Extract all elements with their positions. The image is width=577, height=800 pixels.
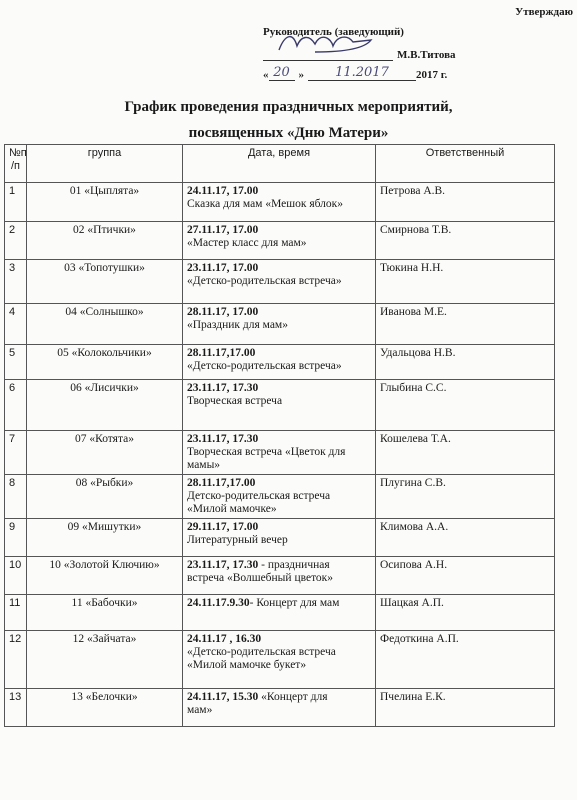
approval-title: Утверждаю (515, 6, 573, 18)
row-responsible: Петрова А.В. (376, 183, 555, 222)
table-row (5, 475, 555, 519)
row-date-value: 23.11.17, 17.30 (187, 382, 259, 394)
row-date (187, 433, 371, 446)
row-date (187, 559, 371, 572)
row-date-value: 28.11.17,17.00 (187, 347, 256, 359)
header-responsible: Ответственный (376, 145, 555, 183)
row-datetime (183, 519, 376, 557)
row-datetime (183, 222, 376, 260)
row-event: Литературный вечер (187, 534, 288, 546)
row-event: Творческая встреча (187, 395, 283, 407)
row-number: 4 (5, 304, 27, 345)
header-group: группа (27, 145, 183, 183)
row-date-suffix: - Концерт для мам (249, 597, 340, 609)
row-date (187, 633, 371, 646)
row-date-value: 27.11.17, 17.00 (187, 224, 259, 236)
row-responsible: Удальцова Н.В. (376, 345, 555, 380)
row-date (187, 382, 371, 395)
table-row (5, 380, 555, 431)
row-date-value: 28.11.17,17.00 (187, 477, 256, 489)
row-group: 06 «Лисички» (27, 380, 183, 431)
row-group: 07 «Котята» (27, 431, 183, 475)
date-year: 2017 г. (416, 69, 448, 81)
table-row (5, 431, 555, 475)
row-group: 05 «Колокольчики» (27, 345, 183, 380)
row-date-value: 24.11.17, 17.00 (187, 185, 259, 197)
row-date-value: 24.11.17.9.30 (187, 597, 250, 609)
row-datetime (183, 475, 376, 519)
row-datetime (183, 260, 376, 304)
row-number: 2 (5, 222, 27, 260)
row-group: 01 «Цыплята» (27, 183, 183, 222)
row-date (187, 691, 371, 704)
row-number: 13 (5, 689, 27, 727)
row-date-value: 23.11.17, 17.30 (187, 559, 259, 571)
row-date (187, 477, 371, 490)
row-responsible: Кошелева Т.А. (376, 431, 555, 475)
header-datetime: Дата, время (183, 145, 376, 183)
row-responsible: Шацкая А.П. (376, 595, 555, 631)
approval-signature-line (263, 46, 513, 61)
row-date-value: 28.11.17, 17.00 (187, 306, 259, 318)
row-datetime (183, 557, 376, 595)
table-header-row (5, 145, 555, 183)
row-datetime (183, 631, 376, 689)
row-event: «Детско-родительская встреча» (187, 360, 342, 372)
row-event: мам» (187, 704, 213, 716)
row-responsible: Федоткина А.П. (376, 631, 555, 689)
row-date (187, 262, 371, 275)
approval-date (263, 65, 513, 81)
row-datetime (183, 431, 376, 475)
schedule-table (4, 144, 555, 727)
row-number: 9 (5, 519, 27, 557)
row-event: «Мастер класс для мам» (187, 237, 307, 249)
row-group: 13 «Белочки» (27, 689, 183, 727)
row-number: 8 (5, 475, 27, 519)
approval-role: Руководитель (заведующий) (263, 26, 404, 38)
row-date-value: 23.11.17, 17.00 (187, 262, 259, 274)
row-date-value: 24.11.17 , 16.30 (187, 633, 262, 645)
row-responsible: Климова А.А. (376, 519, 555, 557)
row-group: 12 «Зайчата» (27, 631, 183, 689)
row-datetime (183, 304, 376, 345)
row-date (187, 597, 371, 610)
row-number: 7 (5, 431, 27, 475)
table-row (5, 222, 555, 260)
row-responsible: Пчелина Е.К. (376, 689, 555, 727)
row-date-suffix: «Концерт для (258, 691, 328, 703)
row-event: Творческая встреча «Цветок для мамы» (187, 446, 346, 471)
row-group: 03 «Топотушки» (27, 260, 183, 304)
row-date-suffix: - праздничная (258, 559, 330, 571)
date-day: 20 (269, 65, 295, 81)
table-row (5, 519, 555, 557)
row-date (187, 521, 371, 534)
row-number: 11 (5, 595, 27, 631)
row-datetime (183, 183, 376, 222)
row-date-value: 23.11.17, 17.30 (187, 433, 259, 445)
row-datetime (183, 345, 376, 380)
row-event: встреча «Волшебный цветок» (187, 572, 334, 584)
document-title (0, 94, 577, 146)
title-line-1: График проведения праздничных мероприятий, (124, 99, 453, 115)
date-quote-open: « (263, 69, 269, 81)
row-responsible: Глыбина С.С. (376, 380, 555, 431)
table-row (5, 304, 555, 345)
row-datetime (183, 595, 376, 631)
table-row (5, 183, 555, 222)
row-event: «Детско-родительская встреча» (187, 275, 342, 287)
row-group: 09 «Мишутки» (27, 519, 183, 557)
header-number: №п /п (5, 145, 27, 183)
row-date (187, 306, 371, 319)
table-row (5, 557, 555, 595)
date-month: 11.2017 (308, 65, 416, 81)
date-quote-close: » (298, 69, 304, 81)
row-date-value: 29.11.17, 17.00 (187, 521, 259, 533)
table-row (5, 260, 555, 304)
table-row (5, 595, 555, 631)
row-date (187, 347, 371, 360)
row-responsible: Иванова М.Е. (376, 304, 555, 345)
row-group: 08 «Рыбки» (27, 475, 183, 519)
signature-icon (275, 28, 385, 58)
row-date-value: 24.11.17, 15.30 (187, 691, 259, 703)
row-event: Детско-родительская встреча «Милой мамочке» (187, 490, 331, 515)
row-number: 1 (5, 183, 27, 222)
row-responsible: Осипова А.Н. (376, 557, 555, 595)
row-event: «Праздник для мам» (187, 319, 288, 331)
row-responsible: Плугина С.В. (376, 475, 555, 519)
row-group: 11 «Бабочки» (27, 595, 183, 631)
signature (263, 46, 393, 61)
row-date (187, 185, 371, 198)
row-number: 5 (5, 345, 27, 380)
row-date (187, 224, 371, 237)
row-number: 6 (5, 380, 27, 431)
row-group: 04 «Солнышко» (27, 304, 183, 345)
approval-name: М.В.Титова (397, 49, 456, 61)
row-responsible: Смирнова Т.В. (376, 222, 555, 260)
row-event: Сказка для мам «Мешок яблок» (187, 198, 344, 210)
row-group: 02 «Птички» (27, 222, 183, 260)
row-number: 10 (5, 557, 27, 595)
row-responsible: Тюкина Н.Н. (376, 260, 555, 304)
row-number: 3 (5, 260, 27, 304)
title-line-2: посвященных «Дню Матери» (188, 125, 389, 141)
row-number: 12 (5, 631, 27, 689)
row-event: «Детско-родительская встреча «Милой мамочке букет» (187, 646, 336, 671)
table-row (5, 345, 555, 380)
table-row (5, 689, 555, 727)
approval-block (263, 6, 573, 81)
table-row (5, 631, 555, 689)
row-datetime (183, 380, 376, 431)
row-group: 10 «Золотой Ключию» (27, 557, 183, 595)
row-datetime (183, 689, 376, 727)
